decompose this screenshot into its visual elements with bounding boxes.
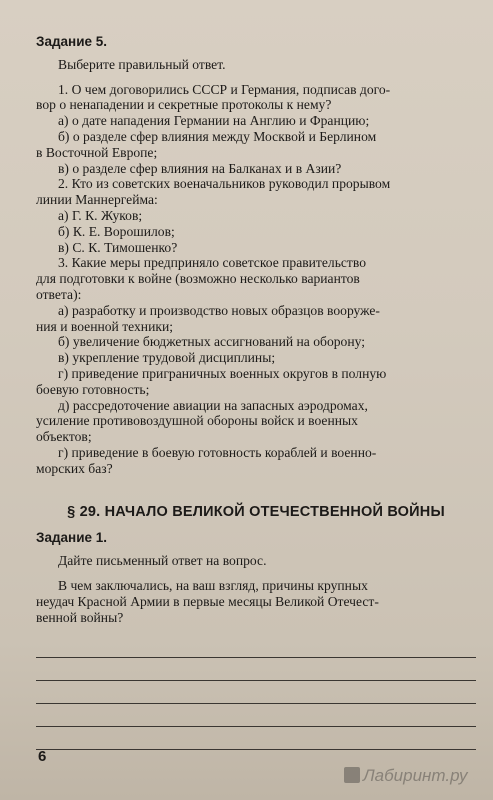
q1-option-c: в) о разделе сфер влияния на Балканах и в Азии? [58, 160, 342, 176]
page-number: 6 [38, 748, 47, 765]
answer-line[interactable] [36, 704, 476, 727]
q3-line-2: для подготовки к войне (возможно несколько вариантов [36, 271, 360, 287]
q2-line-2: линии Маннергейма: [36, 192, 158, 208]
q3-option-e-cont-2: объектов; [36, 429, 92, 445]
q3-option-b: б) увеличение бюджетных ассигнований на оборону; [58, 334, 366, 350]
task1-title: Задание 1. [36, 530, 108, 546]
q2-option-c: в) С. К. Тимошенко? [58, 239, 178, 255]
task1-instruction: Дайте письменный ответ на вопрос. [58, 553, 267, 569]
answer-line[interactable] [36, 635, 476, 658]
q3-option-a: а) разработку и производство новых образцов вооруже- [58, 302, 380, 318]
q3-option-c: в) укрепление трудовой дисциплины; [58, 350, 276, 366]
q3-option-a-cont: ния и военной техники; [36, 318, 174, 334]
watermark [344, 766, 467, 786]
q3-line-1: 3. Какие меры предприняло советское правительство [58, 255, 366, 271]
answer-line[interactable] [36, 727, 476, 750]
q3-option-d-cont: боевую готовность; [36, 381, 150, 397]
section-title: § 29. НАЧАЛО ВЕЛИКОЙ ОТЕЧЕСТВЕННОЙ ВОЙНЫ [67, 503, 445, 520]
q1-line-2: вор о ненападении и секретные протоколы к нему? [36, 97, 332, 113]
task5-instruction: Выберите правильный ответ. [58, 56, 226, 72]
task5-title: Задание 5. [36, 34, 108, 49]
q1-option-b: б) о разделе сфер влияния между Москвой и Берлином [58, 128, 377, 144]
q2-option-a: а) Г. К. Жуков; [58, 207, 143, 223]
answer-line[interactable] [36, 658, 476, 681]
answer-lines [36, 635, 476, 750]
watermark-text: Лабиринт.ру [363, 766, 468, 785]
page-content [36, 34, 476, 750]
answer-line[interactable] [36, 681, 476, 704]
q1-line-1: 1. О чем договорились СССР и Германия, подписав дого- [58, 81, 391, 97]
q3-option-e-cont-1: усиление противовоздушной обороны войск и военных [36, 413, 358, 429]
q1-option-b-cont: в Восточной Европе; [36, 144, 158, 160]
q3-line-3: ответа): [36, 286, 82, 302]
q3-option-d: г) приведение приграничных военных округов в полную [58, 365, 387, 381]
task1-question-line-2: неудач Красной Армии в первые месяцы Великой Отечест- [36, 593, 379, 609]
task1-question-line-3: венной войны? [36, 609, 124, 625]
q3-option-f: г) приведение в боевую готовность кораблей и военно- [58, 444, 377, 460]
task1-question-line-1: В чем заключались, на ваш взгляд, причины крупных [58, 577, 368, 593]
q2-line-1: 2. Кто из советских военачальников руководил прорывом [58, 176, 391, 192]
q1-option-a: а) о дате нападения Германии на Англию и Францию; [58, 113, 370, 129]
q3-option-e: д) рассредоточение авиации на запасных аэродромах, [58, 397, 368, 413]
q2-option-b: б) К. Е. Ворошилов; [58, 223, 175, 239]
labirint-logo-icon [344, 767, 360, 783]
q3-option-f-cont: морских баз? [36, 460, 113, 476]
